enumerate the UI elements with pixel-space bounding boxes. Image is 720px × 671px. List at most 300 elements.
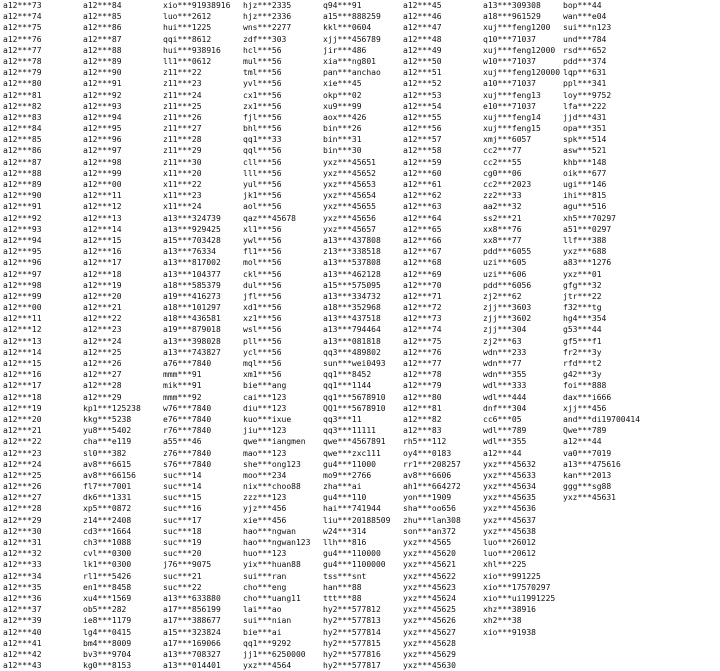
- table-cell[interactable]: a12***87: [3, 157, 42, 167]
- table-cell[interactable]: z11***23: [163, 79, 202, 89]
- table-cell[interactable]: qq3***11111: [323, 426, 376, 436]
- table-cell[interactable]: a12***32: [3, 549, 42, 559]
- table-cell[interactable]: kp1***125238: [83, 403, 141, 413]
- table-cell[interactable]: sl0***382: [83, 448, 127, 458]
- table-cell[interactable]: nix***choo88: [243, 482, 301, 492]
- table-cell[interactable]: a12***90: [3, 191, 42, 201]
- table-cell[interactable]: hao***ngwan: [243, 526, 296, 536]
- table-cell[interactable]: a12***75: [403, 336, 442, 346]
- table-cell[interactable]: bin***31: [323, 135, 362, 145]
- table-cell[interactable]: suc***14: [163, 482, 202, 492]
- table-cell[interactable]: a12***68: [403, 258, 442, 268]
- table-cell[interactable]: xjj***456789: [323, 34, 381, 44]
- table-cell[interactable]: a12***44: [563, 437, 602, 447]
- table-cell[interactable]: xio***91938: [483, 627, 536, 637]
- table-cell[interactable]: a12***28: [3, 504, 42, 514]
- table-cell[interactable]: hai***741944: [323, 504, 381, 514]
- table-cell[interactable]: qwe***iangmen: [243, 437, 306, 447]
- table-cell[interactable]: a12***49: [403, 45, 442, 55]
- table-cell[interactable]: hy2***577816: [323, 649, 381, 659]
- table-cell[interactable]: suc***20: [163, 549, 202, 559]
- table-cell[interactable]: mmm***92: [163, 392, 202, 402]
- table-cell[interactable]: a12***24: [83, 336, 122, 346]
- table-cell[interactable]: a12***87: [83, 34, 122, 44]
- table-cell[interactable]: hy2***577817: [323, 661, 381, 671]
- table-cell[interactable]: yxz***45657: [323, 224, 376, 234]
- table-cell[interactable]: yix***huan88: [243, 560, 301, 570]
- table-cell[interactable]: rl1***5426: [83, 571, 132, 581]
- table-cell[interactable]: a12***96: [83, 135, 122, 145]
- table-cell[interactable]: yxz***4565: [403, 538, 452, 547]
- table-cell[interactable]: a15***575095: [323, 280, 381, 290]
- table-cell[interactable]: suc***21: [163, 571, 202, 581]
- table-cell[interactable]: kg0***8153: [83, 661, 132, 671]
- table-cell[interactable]: a12***74: [3, 12, 42, 22]
- table-cell[interactable]: a18***436581: [163, 314, 221, 324]
- table-cell[interactable]: z11***28: [163, 135, 202, 145]
- table-cell[interactable]: zzz***123: [243, 493, 287, 503]
- table-cell[interactable]: z11***22: [163, 68, 202, 78]
- table-cell[interactable]: xmj***6057: [483, 135, 532, 145]
- table-cell[interactable]: a12***97: [3, 269, 42, 279]
- table-cell[interactable]: hao***ngwan123: [243, 538, 311, 547]
- table-cell[interactable]: a12***86: [83, 23, 122, 33]
- table-cell[interactable]: ycl***56: [243, 347, 282, 357]
- table-cell[interactable]: a12***29: [83, 392, 122, 402]
- table-cell[interactable]: sui***n123: [563, 23, 612, 33]
- table-cell[interactable]: a12***43: [3, 661, 42, 671]
- table-cell[interactable]: hcl***56: [243, 45, 282, 55]
- table-cell[interactable]: luo***26012: [483, 538, 536, 547]
- table-cell[interactable]: a13***437808: [323, 235, 381, 245]
- table-cell[interactable]: g53***44: [563, 325, 602, 335]
- table-cell[interactable]: a12***00: [3, 303, 42, 313]
- table-cell[interactable]: e76***7840: [163, 414, 212, 424]
- table-cell[interactable]: zhu***lan308: [403, 515, 461, 525]
- table-cell[interactable]: yxz***45634: [483, 482, 536, 492]
- table-cell[interactable]: xh2***38: [483, 616, 522, 626]
- table-cell[interactable]: xjj***456: [563, 403, 607, 413]
- table-cell[interactable]: sha***oo656: [403, 504, 456, 514]
- table-cell[interactable]: a12***83: [403, 426, 442, 436]
- table-cell[interactable]: a12***51: [403, 68, 442, 78]
- table-cell[interactable]: hjz***2335: [243, 1, 292, 10]
- table-cell[interactable]: a12***71: [403, 291, 442, 301]
- table-cell[interactable]: wdn***355: [483, 370, 527, 380]
- table-cell[interactable]: and***di19700414: [563, 414, 640, 424]
- table-cell[interactable]: a18***585379: [163, 280, 221, 290]
- table-cell[interactable]: yxz***45637: [483, 515, 536, 525]
- table-cell[interactable]: yxz***45653: [323, 180, 376, 189]
- table-cell[interactable]: a12***20: [3, 414, 42, 424]
- table-cell[interactable]: a17***856199: [163, 605, 221, 615]
- table-cell[interactable]: a12***24: [3, 459, 42, 469]
- table-cell[interactable]: yxz***45629: [403, 649, 456, 659]
- table-cell[interactable]: a51***0297: [563, 224, 612, 234]
- table-cell[interactable]: yxz***45635: [483, 493, 536, 503]
- table-cell[interactable]: a12***37: [3, 605, 42, 615]
- table-cell[interactable]: a12***26: [83, 359, 122, 368]
- table-cell[interactable]: aox***426: [323, 112, 367, 122]
- table-cell[interactable]: a12***21: [83, 303, 122, 313]
- table-cell[interactable]: a12***76: [403, 347, 442, 357]
- table-cell[interactable]: cg0***06: [483, 168, 522, 178]
- table-cell[interactable]: wsl***56: [243, 325, 282, 335]
- table-cell[interactable]: a12***34: [3, 571, 42, 581]
- table-cell[interactable]: a12***12: [83, 202, 122, 212]
- table-cell[interactable]: dul***56: [243, 280, 282, 290]
- table-cell[interactable]: a12***47: [403, 23, 442, 33]
- table-cell[interactable]: kkl***0604: [323, 23, 372, 33]
- table-cell[interactable]: xuj***feng12000: [483, 45, 556, 55]
- table-cell[interactable]: mul***56: [243, 56, 282, 66]
- table-cell[interactable]: a17***388677: [163, 616, 221, 626]
- table-cell[interactable]: oik***677: [563, 168, 607, 178]
- table-cell[interactable]: xuj***feng15: [483, 124, 541, 134]
- table-cell[interactable]: xh5***70297: [563, 213, 616, 223]
- table-cell[interactable]: sui***ran: [243, 571, 287, 581]
- table-cell[interactable]: wdn***77: [483, 359, 522, 368]
- table-cell[interactable]: fr2***3y: [563, 347, 602, 357]
- table-cell[interactable]: a13***743827: [163, 347, 221, 357]
- table-cell[interactable]: a12***61: [403, 180, 442, 189]
- table-cell[interactable]: a12***41: [3, 638, 42, 648]
- table-cell[interactable]: jk1***56: [243, 191, 282, 201]
- table-cell[interactable]: e10***71037: [483, 101, 536, 111]
- table-cell[interactable]: a12***95: [3, 247, 42, 257]
- table-cell[interactable]: rh5***112: [403, 437, 447, 447]
- table-cell[interactable]: xl1***56: [243, 224, 282, 234]
- table-cell[interactable]: a12***56: [403, 124, 442, 134]
- table-cell[interactable]: a13***398028: [163, 336, 221, 346]
- table-cell[interactable]: aol***56: [243, 202, 282, 212]
- table-cell[interactable]: kan***2013: [563, 470, 612, 480]
- table-cell[interactable]: cc2***2023: [483, 180, 532, 189]
- table-cell[interactable]: cc6***05: [483, 414, 522, 424]
- table-cell[interactable]: pan***anchao: [323, 68, 381, 78]
- table-cell[interactable]: cai***123: [243, 392, 287, 402]
- table-cell[interactable]: va0***7019: [563, 448, 612, 458]
- table-cell[interactable]: a12***14: [3, 347, 42, 357]
- table-cell[interactable]: w24***314: [323, 526, 367, 536]
- table-cell[interactable]: av8***6615: [83, 459, 132, 469]
- table-cell[interactable]: a12***99: [83, 168, 122, 178]
- table-cell[interactable]: yxz***45630: [403, 661, 456, 671]
- table-cell[interactable]: a12***52: [403, 79, 442, 89]
- table-cell[interactable]: ll1***0612: [163, 56, 212, 66]
- table-cell[interactable]: suc***19: [163, 538, 202, 547]
- table-cell[interactable]: xuj***feng120000: [483, 68, 560, 78]
- table-cell[interactable]: a12***89: [3, 180, 42, 189]
- table-cell[interactable]: a12***28: [83, 381, 122, 391]
- table-cell[interactable]: xuj***feng14: [483, 112, 541, 122]
- table-cell[interactable]: a12***48: [403, 34, 442, 44]
- table-cell[interactable]: wdl***444: [483, 392, 527, 402]
- table-cell[interactable]: a13***633880: [163, 593, 221, 603]
- table-cell[interactable]: suc***15: [163, 493, 202, 503]
- table-cell[interactable]: a12***27: [83, 370, 122, 380]
- table-cell[interactable]: a12***93: [3, 224, 42, 234]
- table-cell[interactable]: a18***961529: [483, 12, 541, 22]
- table-cell[interactable]: a12***85: [3, 135, 42, 145]
- table-cell[interactable]: hy2***577815: [323, 638, 381, 648]
- table-cell[interactable]: han***88: [323, 582, 362, 592]
- table-cell[interactable]: a12***19: [83, 280, 122, 290]
- table-cell[interactable]: yxz***45620: [403, 549, 456, 559]
- table-cell[interactable]: a12***63: [403, 202, 442, 212]
- table-cell[interactable]: a12***86: [3, 146, 42, 156]
- table-cell[interactable]: wan***e04: [563, 12, 607, 22]
- table-cell[interactable]: x11***23: [163, 191, 202, 201]
- table-cell[interactable]: en1***8458: [83, 582, 132, 592]
- table-cell[interactable]: bin***26: [323, 124, 362, 134]
- table-cell[interactable]: bie***ang: [243, 381, 287, 391]
- table-cell[interactable]: zjj***304: [483, 325, 527, 335]
- table-cell[interactable]: a13***817002: [163, 258, 221, 268]
- table-cell[interactable]: a12***79: [403, 381, 442, 391]
- table-cell[interactable]: a13***437518: [323, 314, 381, 324]
- table-cell[interactable]: hy2***577814: [323, 627, 381, 637]
- table-cell[interactable]: yxz***45621: [403, 560, 456, 570]
- table-cell[interactable]: a12***94: [3, 235, 42, 245]
- table-cell[interactable]: luo***20612: [483, 549, 536, 559]
- table-cell[interactable]: a18***352968: [323, 303, 381, 313]
- table-cell[interactable]: hg4***354: [563, 314, 607, 324]
- table-cell[interactable]: a12***96: [3, 258, 42, 268]
- table-cell[interactable]: gfg***32: [563, 280, 602, 290]
- table-cell[interactable]: yxz***45638: [483, 526, 536, 536]
- table-cell[interactable]: gu4***11000: [323, 459, 376, 469]
- table-cell[interactable]: xuj***feng1200: [483, 23, 551, 33]
- table-cell[interactable]: wdl***355: [483, 437, 527, 447]
- table-cell[interactable]: a12***20: [83, 291, 122, 301]
- table-cell[interactable]: cd3***1664: [83, 526, 132, 536]
- table-cell[interactable]: lqp***631: [563, 68, 607, 78]
- table-cell[interactable]: a13***014401: [163, 661, 221, 671]
- table-cell[interactable]: ggg***sg88: [563, 482, 612, 492]
- table-cell[interactable]: xu4***1569: [83, 593, 132, 603]
- table-cell[interactable]: a12***93: [83, 101, 122, 111]
- table-cell[interactable]: z14***2408: [83, 515, 132, 525]
- table-cell[interactable]: a12***14: [83, 224, 122, 234]
- table-cell[interactable]: a12***26: [3, 482, 42, 492]
- table-cell[interactable]: pll***56: [243, 336, 282, 346]
- table-cell[interactable]: yxz***45623: [403, 582, 456, 592]
- table-cell[interactable]: qqi***8612: [163, 34, 212, 44]
- table-cell[interactable]: sun***wei0493: [323, 359, 386, 368]
- table-cell[interactable]: cho***uang11: [243, 593, 301, 603]
- table-cell[interactable]: a12***91: [83, 79, 122, 89]
- table-cell[interactable]: cha***e119: [83, 437, 132, 447]
- table-cell[interactable]: a12***70: [403, 280, 442, 290]
- table-cell[interactable]: yxz***45622: [403, 571, 456, 581]
- table-cell[interactable]: bv3***9704: [83, 649, 132, 659]
- table-cell[interactable]: a12***40: [3, 627, 42, 637]
- table-cell[interactable]: a76***7840: [163, 359, 212, 368]
- table-cell[interactable]: w76***7840: [163, 403, 212, 413]
- table-cell[interactable]: a12***69: [403, 269, 442, 279]
- table-cell[interactable]: a12***77: [3, 45, 42, 55]
- table-cell[interactable]: suc***18: [163, 526, 202, 536]
- table-cell[interactable]: mo9***2766: [323, 470, 372, 480]
- table-cell[interactable]: q94***91: [323, 1, 362, 10]
- table-cell[interactable]: hy2***577813: [323, 616, 381, 626]
- table-cell[interactable]: x11***22: [163, 180, 202, 189]
- table-cell[interactable]: a12***42: [3, 649, 42, 659]
- table-cell[interactable]: dax***i666: [563, 392, 612, 402]
- table-cell[interactable]: xia***ng801: [323, 56, 376, 66]
- table-cell[interactable]: yxz***688: [563, 247, 607, 257]
- table-cell[interactable]: jj1***6250000: [243, 649, 306, 659]
- table-cell[interactable]: a12***82: [403, 414, 442, 424]
- table-cell[interactable]: ah1***664272: [403, 482, 461, 492]
- table-cell[interactable]: a12***97: [83, 146, 122, 156]
- table-cell[interactable]: x11***24: [163, 202, 202, 212]
- table-cell[interactable]: xx8***76: [483, 224, 522, 234]
- table-cell[interactable]: a12***50: [403, 56, 442, 66]
- table-cell[interactable]: loy***9752: [563, 90, 612, 100]
- table-cell[interactable]: f32***tg: [563, 303, 602, 313]
- table-cell[interactable]: pdd***374: [563, 56, 607, 66]
- table-cell[interactable]: ppl***341: [563, 79, 607, 89]
- table-cell[interactable]: cc2***55: [483, 157, 522, 167]
- table-cell[interactable]: pdd***6056: [483, 280, 532, 290]
- table-cell[interactable]: gu4***1100000: [323, 560, 386, 570]
- table-cell[interactable]: okp***02: [323, 90, 362, 100]
- table-cell[interactable]: ywl***56: [243, 235, 282, 245]
- table-cell[interactable]: yxz***45654: [323, 191, 376, 201]
- table-cell[interactable]: wdl***333: [483, 381, 527, 391]
- table-cell[interactable]: xhz***38916: [483, 605, 536, 615]
- table-cell[interactable]: wns***2277: [243, 23, 292, 33]
- table-cell[interactable]: a12***59: [403, 157, 442, 167]
- table-cell[interactable]: khb***148: [563, 157, 607, 167]
- table-cell[interactable]: a12***58: [403, 146, 442, 156]
- table-cell[interactable]: a12***22: [83, 314, 122, 324]
- table-cell[interactable]: hui***938916: [163, 45, 221, 55]
- table-cell[interactable]: mao***123: [243, 448, 287, 458]
- table-cell[interactable]: tss***snt: [323, 571, 367, 581]
- table-cell[interactable]: qq3***489802: [323, 347, 381, 357]
- table-cell[interactable]: xio***ui1991225: [483, 593, 556, 603]
- table-cell[interactable]: foi***888: [563, 381, 607, 391]
- table-cell[interactable]: lk1***0300: [83, 560, 132, 570]
- table-cell[interactable]: yu8***5402: [83, 426, 132, 436]
- table-cell[interactable]: yxz***45655: [323, 202, 376, 212]
- table-cell[interactable]: z11***29: [163, 146, 202, 156]
- table-cell[interactable]: a12***78: [3, 56, 42, 66]
- table-cell[interactable]: a12***85: [83, 12, 122, 22]
- table-cell[interactable]: Qwe***789: [563, 426, 607, 436]
- table-cell[interactable]: pdd***6055: [483, 247, 532, 257]
- table-cell[interactable]: dnf***304: [483, 403, 527, 413]
- table-cell[interactable]: qwe***zxc111: [323, 448, 381, 458]
- table-cell[interactable]: xz1***56: [243, 314, 282, 324]
- table-cell[interactable]: xd1***56: [243, 303, 282, 313]
- table-cell[interactable]: yxz***45626: [403, 616, 456, 626]
- table-cell[interactable]: s76***7840: [163, 459, 212, 469]
- table-cell[interactable]: a12***16: [3, 370, 42, 380]
- table-cell[interactable]: a13***475616: [563, 459, 621, 469]
- table-cell[interactable]: qaz***45678: [243, 213, 296, 223]
- table-cell[interactable]: ss2***21: [483, 213, 522, 223]
- table-cell[interactable]: llf***388: [563, 235, 607, 245]
- table-cell[interactable]: a12***25: [83, 347, 122, 357]
- table-cell[interactable]: xu9***99: [323, 101, 362, 111]
- table-cell[interactable]: liu***20188509: [323, 515, 391, 525]
- table-cell[interactable]: wdn***233: [483, 347, 527, 357]
- table-cell[interactable]: a12***57: [403, 135, 442, 145]
- table-cell[interactable]: xuj***feng13: [483, 90, 541, 100]
- table-cell[interactable]: yxz***45632: [483, 459, 536, 469]
- table-cell[interactable]: fl1***56: [243, 247, 282, 257]
- table-cell[interactable]: zj2***63: [483, 336, 522, 346]
- table-cell[interactable]: qq1***9292: [243, 638, 292, 648]
- table-cell[interactable]: z11***26: [163, 112, 202, 122]
- table-cell[interactable]: a12***88: [83, 45, 122, 55]
- table-cell[interactable]: x11***20: [163, 168, 202, 178]
- table-cell[interactable]: a12***18: [83, 269, 122, 279]
- table-cell[interactable]: a12***18: [3, 392, 42, 402]
- table-cell[interactable]: gf5***f1: [563, 336, 602, 346]
- table-cell[interactable]: a12***84: [3, 124, 42, 134]
- table-cell[interactable]: a12***72: [403, 303, 442, 313]
- table-cell[interactable]: a12***91: [3, 202, 42, 212]
- table-cell[interactable]: agu***516: [563, 202, 607, 212]
- table-cell[interactable]: xhl***225: [483, 560, 527, 570]
- table-cell[interactable]: a12***65: [403, 224, 442, 234]
- table-cell[interactable]: cvl***0300: [83, 549, 132, 559]
- table-cell[interactable]: jir***486: [323, 45, 367, 55]
- table-cell[interactable]: lll***56: [243, 168, 282, 178]
- table-cell[interactable]: a12***33: [3, 560, 42, 570]
- table-cell[interactable]: kkg***5238: [83, 414, 132, 424]
- table-cell[interactable]: r76***7840: [163, 426, 212, 436]
- table-cell[interactable]: z11***30: [163, 157, 202, 167]
- table-cell[interactable]: yon***1909: [403, 493, 452, 503]
- table-cell[interactable]: a12***21: [3, 426, 42, 436]
- table-cell[interactable]: moo***234: [243, 470, 287, 480]
- table-cell[interactable]: a12***94: [83, 112, 122, 122]
- table-cell[interactable]: a12***60: [403, 168, 442, 178]
- table-cell[interactable]: suc***17: [163, 515, 202, 525]
- table-cell[interactable]: wdl***789: [483, 426, 527, 436]
- table-cell[interactable]: z11***27: [163, 124, 202, 134]
- table-cell[interactable]: QQ1***5678910: [323, 403, 386, 413]
- table-cell[interactable]: a12***39: [3, 616, 42, 626]
- table-cell[interactable]: a12***90: [83, 68, 122, 78]
- table-cell[interactable]: qwe***4567891: [323, 437, 386, 447]
- table-cell[interactable]: a12***53: [403, 90, 442, 100]
- table-cell[interactable]: und***784: [563, 34, 607, 44]
- table-cell[interactable]: a12***17: [83, 258, 122, 268]
- table-cell[interactable]: a12***92: [3, 213, 42, 223]
- table-cell[interactable]: z13***338518: [323, 247, 381, 257]
- table-cell[interactable]: a13***462128: [323, 269, 381, 279]
- table-cell[interactable]: yxz***4564: [243, 661, 292, 671]
- table-cell[interactable]: yxz***45624: [403, 593, 456, 603]
- table-cell[interactable]: zha***ai: [323, 482, 362, 492]
- table-cell[interactable]: hy2***577812: [323, 605, 381, 615]
- table-cell[interactable]: aa2***32: [483, 202, 522, 212]
- table-cell[interactable]: yxz***45651: [323, 157, 376, 167]
- table-cell[interactable]: hjz***2336: [243, 12, 292, 22]
- table-cell[interactable]: a13***309308: [483, 1, 541, 10]
- table-cell[interactable]: av8***6606: [403, 470, 452, 480]
- table-cell[interactable]: lg4***0415: [83, 627, 132, 637]
- table-cell[interactable]: a12***44: [483, 448, 522, 458]
- table-cell[interactable]: qq1***8452: [323, 370, 372, 380]
